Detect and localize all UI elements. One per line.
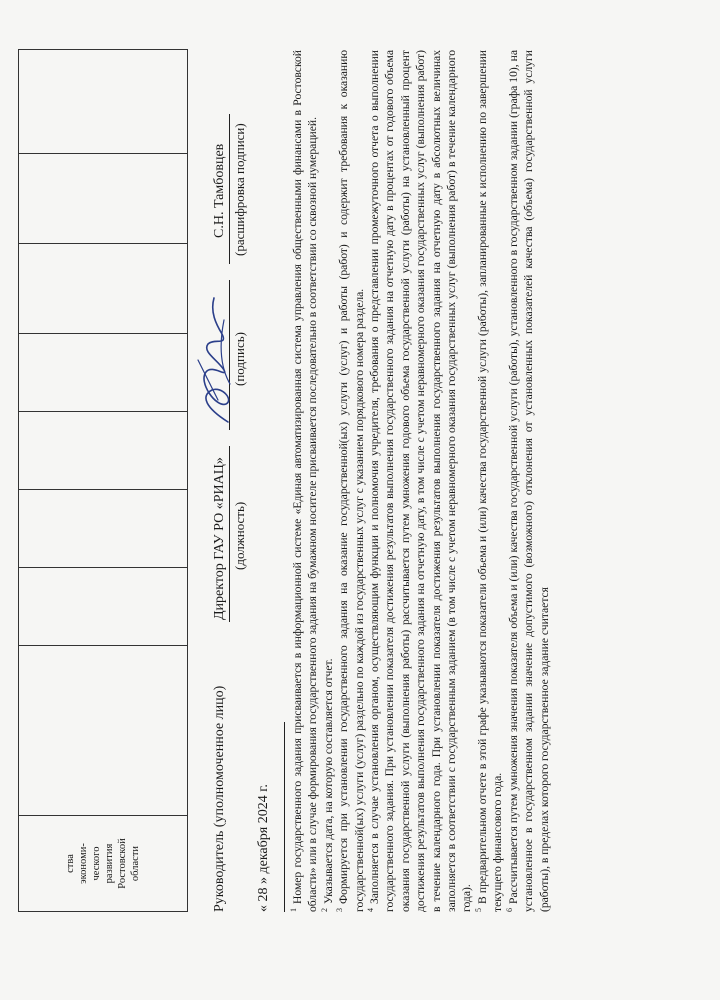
table-cell bbox=[19, 334, 188, 412]
footnote-mark: 5 bbox=[474, 908, 484, 912]
table-cell bbox=[19, 50, 188, 154]
footnote-text: Формируется при установлении государственного задания на оказание государственной(ых) услуги (услуг) и работы (работ) и содержит требования к оказанию государственной(ых) услуги (услуг) раздельно по каждой из государственных услуг с указанием порядкового номера раздела. bbox=[337, 50, 366, 912]
cell-line: области bbox=[130, 845, 141, 882]
name-caption: (расшифровка подписи) bbox=[232, 123, 247, 256]
name-underline bbox=[229, 114, 230, 264]
position-caption: (должность) bbox=[232, 501, 247, 570]
cell-line: Ростовской bbox=[117, 838, 128, 889]
footnote bbox=[475, 50, 506, 912]
table-cell bbox=[19, 154, 188, 244]
footnote-mark: 3 bbox=[335, 908, 345, 912]
cell-line: экономи- bbox=[78, 843, 89, 884]
footnote-text: Номер государственного задания присваивается в информационной системе «Единая автоматизированная система управления общественными финансами в Ростовской области» или в случае формирования государственного задания на бумажном носителе присваивается последовательно в соответствии со сквозной нумерацией. bbox=[291, 50, 320, 912]
cell-line: ства bbox=[65, 854, 76, 873]
table-cell bbox=[19, 490, 188, 568]
footnotes bbox=[290, 50, 552, 912]
footnote-mark: 1 bbox=[289, 908, 299, 912]
cell-line: развития bbox=[104, 843, 115, 884]
footnote-text: Указывается дата, на которую составляется отчет. bbox=[321, 658, 335, 904]
table-cell bbox=[19, 646, 188, 816]
signer-position-prefix: Руководитель (уполномоченное лицо) bbox=[212, 685, 227, 912]
footnote bbox=[336, 50, 367, 912]
signer-name: С.Н. Тамбовцев bbox=[212, 143, 227, 238]
footnote-text: Рассчитывается путем умножения значения показателя объема и (или) качества государственной услуги (работы), установленного в государственном задании (графа 10), на установленное в государственном задании значение допустимого (возможного) отклонения от установленных показателей качества (объема) государственной услуги (работы), в пределах которого государственное задание считается bbox=[506, 50, 551, 912]
signer-position: Директор ГАУ РО «РИАЦ» bbox=[212, 457, 227, 620]
footnote-separator bbox=[284, 722, 285, 912]
footnote-mark: 6 bbox=[504, 908, 514, 912]
table-cell bbox=[19, 412, 188, 490]
footnote-text: В предварительном отчете в этой графе указываются показатели объема и (или) качества государственной услуги (работы), запланированные к исполнению по завершении текущего финансового года. bbox=[475, 50, 505, 912]
table-cell bbox=[19, 244, 188, 334]
table-cell-region bbox=[19, 816, 188, 912]
report-table bbox=[18, 49, 188, 912]
cell-line: ческого bbox=[91, 846, 102, 881]
table-cell bbox=[19, 568, 188, 646]
report-date: « 28 » декабря 2024 г. bbox=[256, 784, 271, 912]
footnote-mark: 4 bbox=[366, 908, 376, 912]
position-underline bbox=[229, 446, 230, 622]
footnote-mark: 2 bbox=[319, 908, 329, 912]
signature-caption: (подпись) bbox=[232, 332, 247, 386]
table-row bbox=[19, 50, 188, 912]
handwritten-signature bbox=[188, 280, 240, 430]
footnote-text: Заполняется в случае установления органом, осуществляющим функции и полномочия учредителя, требования о представлении промежуточного отчета о выполнении государственного задания. При установлении показателя достижения результатов выполнения государственного задания на отчетную дату в процентах от годового объема оказания государственной услуги (выполнения работы) рассчитывается путем умножения годового объема государственной услуги (работы) на установленный процент достижения результатов выполнения государственного задания на отчетную дату, в том числе с учетом неравномерного оказания государственных услуг (выполнения работ) в течение календарного года. При установлении показателя достижения результатов выполнения государственного задания на отчетную дату в абсолютных величинах заполняется в соответствии с государственным заданием (в том числе с учетом неравномерного оказания государственных услуг (выполнения работ) в течение календарного года). bbox=[368, 50, 474, 912]
footnote bbox=[367, 50, 475, 912]
footnote bbox=[290, 50, 321, 912]
footnote bbox=[506, 50, 552, 912]
footnote bbox=[321, 50, 336, 912]
